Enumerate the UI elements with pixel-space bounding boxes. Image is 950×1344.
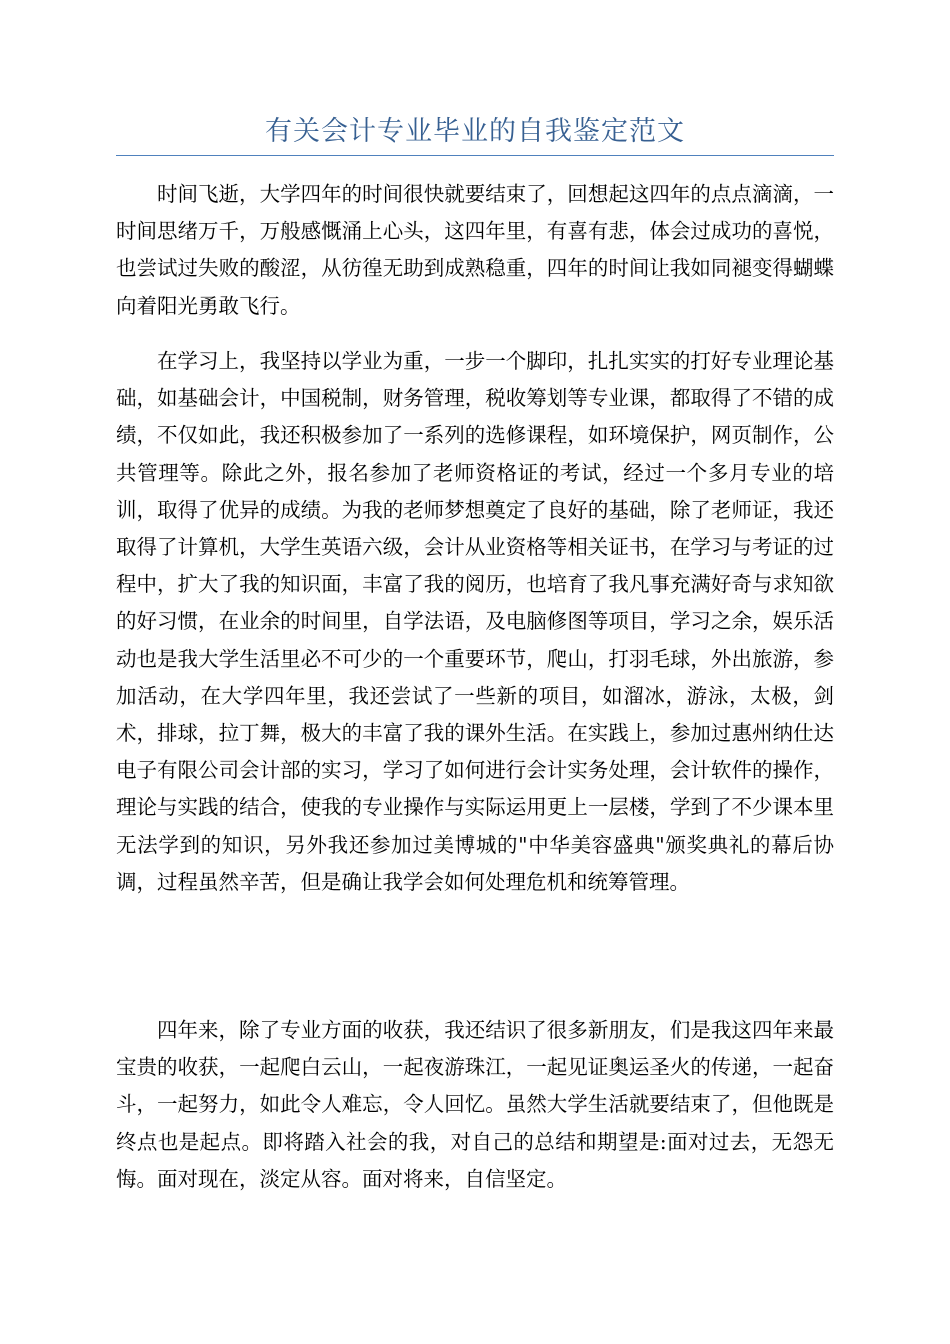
paragraph-3: 四年来，除了专业方面的收获，我还结识了很多新朋友，们是我这四年来最宝贵的收获，一起爬白云山，一起夜游珠江，一起见证奥运圣火的传递，一起奋斗，一起努力，如此令人难忘，令人回忆。虽然大学生活就要结束了，但他既是终点也是起点。即将踏入社会的我，对自己的总结和期望是:面对过去，无怨无悔。面对现在，淡定从容。面对将来，自信坚定。 <box>116 1018 834 1191</box>
document-title: 有关会计专业毕业的自我鉴定范文 <box>265 116 685 147</box>
title-underline <box>116 155 834 156</box>
paragraph-2: 在学习上，我坚持以学业为重，一步一个脚印，扎扎实实的打好专业理论基础，如基础会计，中国税制，财务管理，税收筹划等专业课，都取得了不错的成绩，不仅如此，我还积极参加了一系列的选修课程，如环境保护，网页制作，公共管理等。除此之外，报名参加了老师资格证的考试，经过一个多月专业的培训，取得了优异的成绩。为我的老师梦想奠定了良好的基础，除了老师证，我还取得了计算机，大学生英语六级，会计从业资格等相关证书，在学习与考证的过程中，扩大了我的知识面，丰富了我的阅历，也培育了我凡事充满好奇与求知欲的好习惯，在业余的时间里，自学法语，及电脑修图等项目，学习之余，娱乐活动也是我大学生活里必不可少的一个重要环节，爬山，打羽毛球，外出旅游，参加活动，在大学四年里，我还尝试了一些新的项目，如溜冰，游泳，太极，剑术，排球，拉丁舞，极大的丰富了我的课外生活。在实践上，参加过惠州纳仕达电子有限公司会计部的实习，学习了如何进行会计实务处理，会计软件的操作，理论与实践的结合，使我的专业操作与实际运用更上一层楼，学到了不少课本里无法学到的知识，另外我还参加过美博城的"中华美容盛典"颁奖典礼的幕后协调，过程虽然辛苦，但是确让我学会如何处理危机和统筹管理。 <box>116 349 834 894</box>
paragraph-1: 时间飞逝，大学四年的时间很快就要结束了，回想起这四年的点点滴滴，一时间思绪万千，万般感慨涌上心头，这四年里，有喜有悲，体会过成功的喜悦，也尝试过失败的酸涩，从彷徨无助到成熟稳重，四年的时间让我如同褪变得蝴蝶向着阳光勇敢飞行。 <box>116 182 834 318</box>
